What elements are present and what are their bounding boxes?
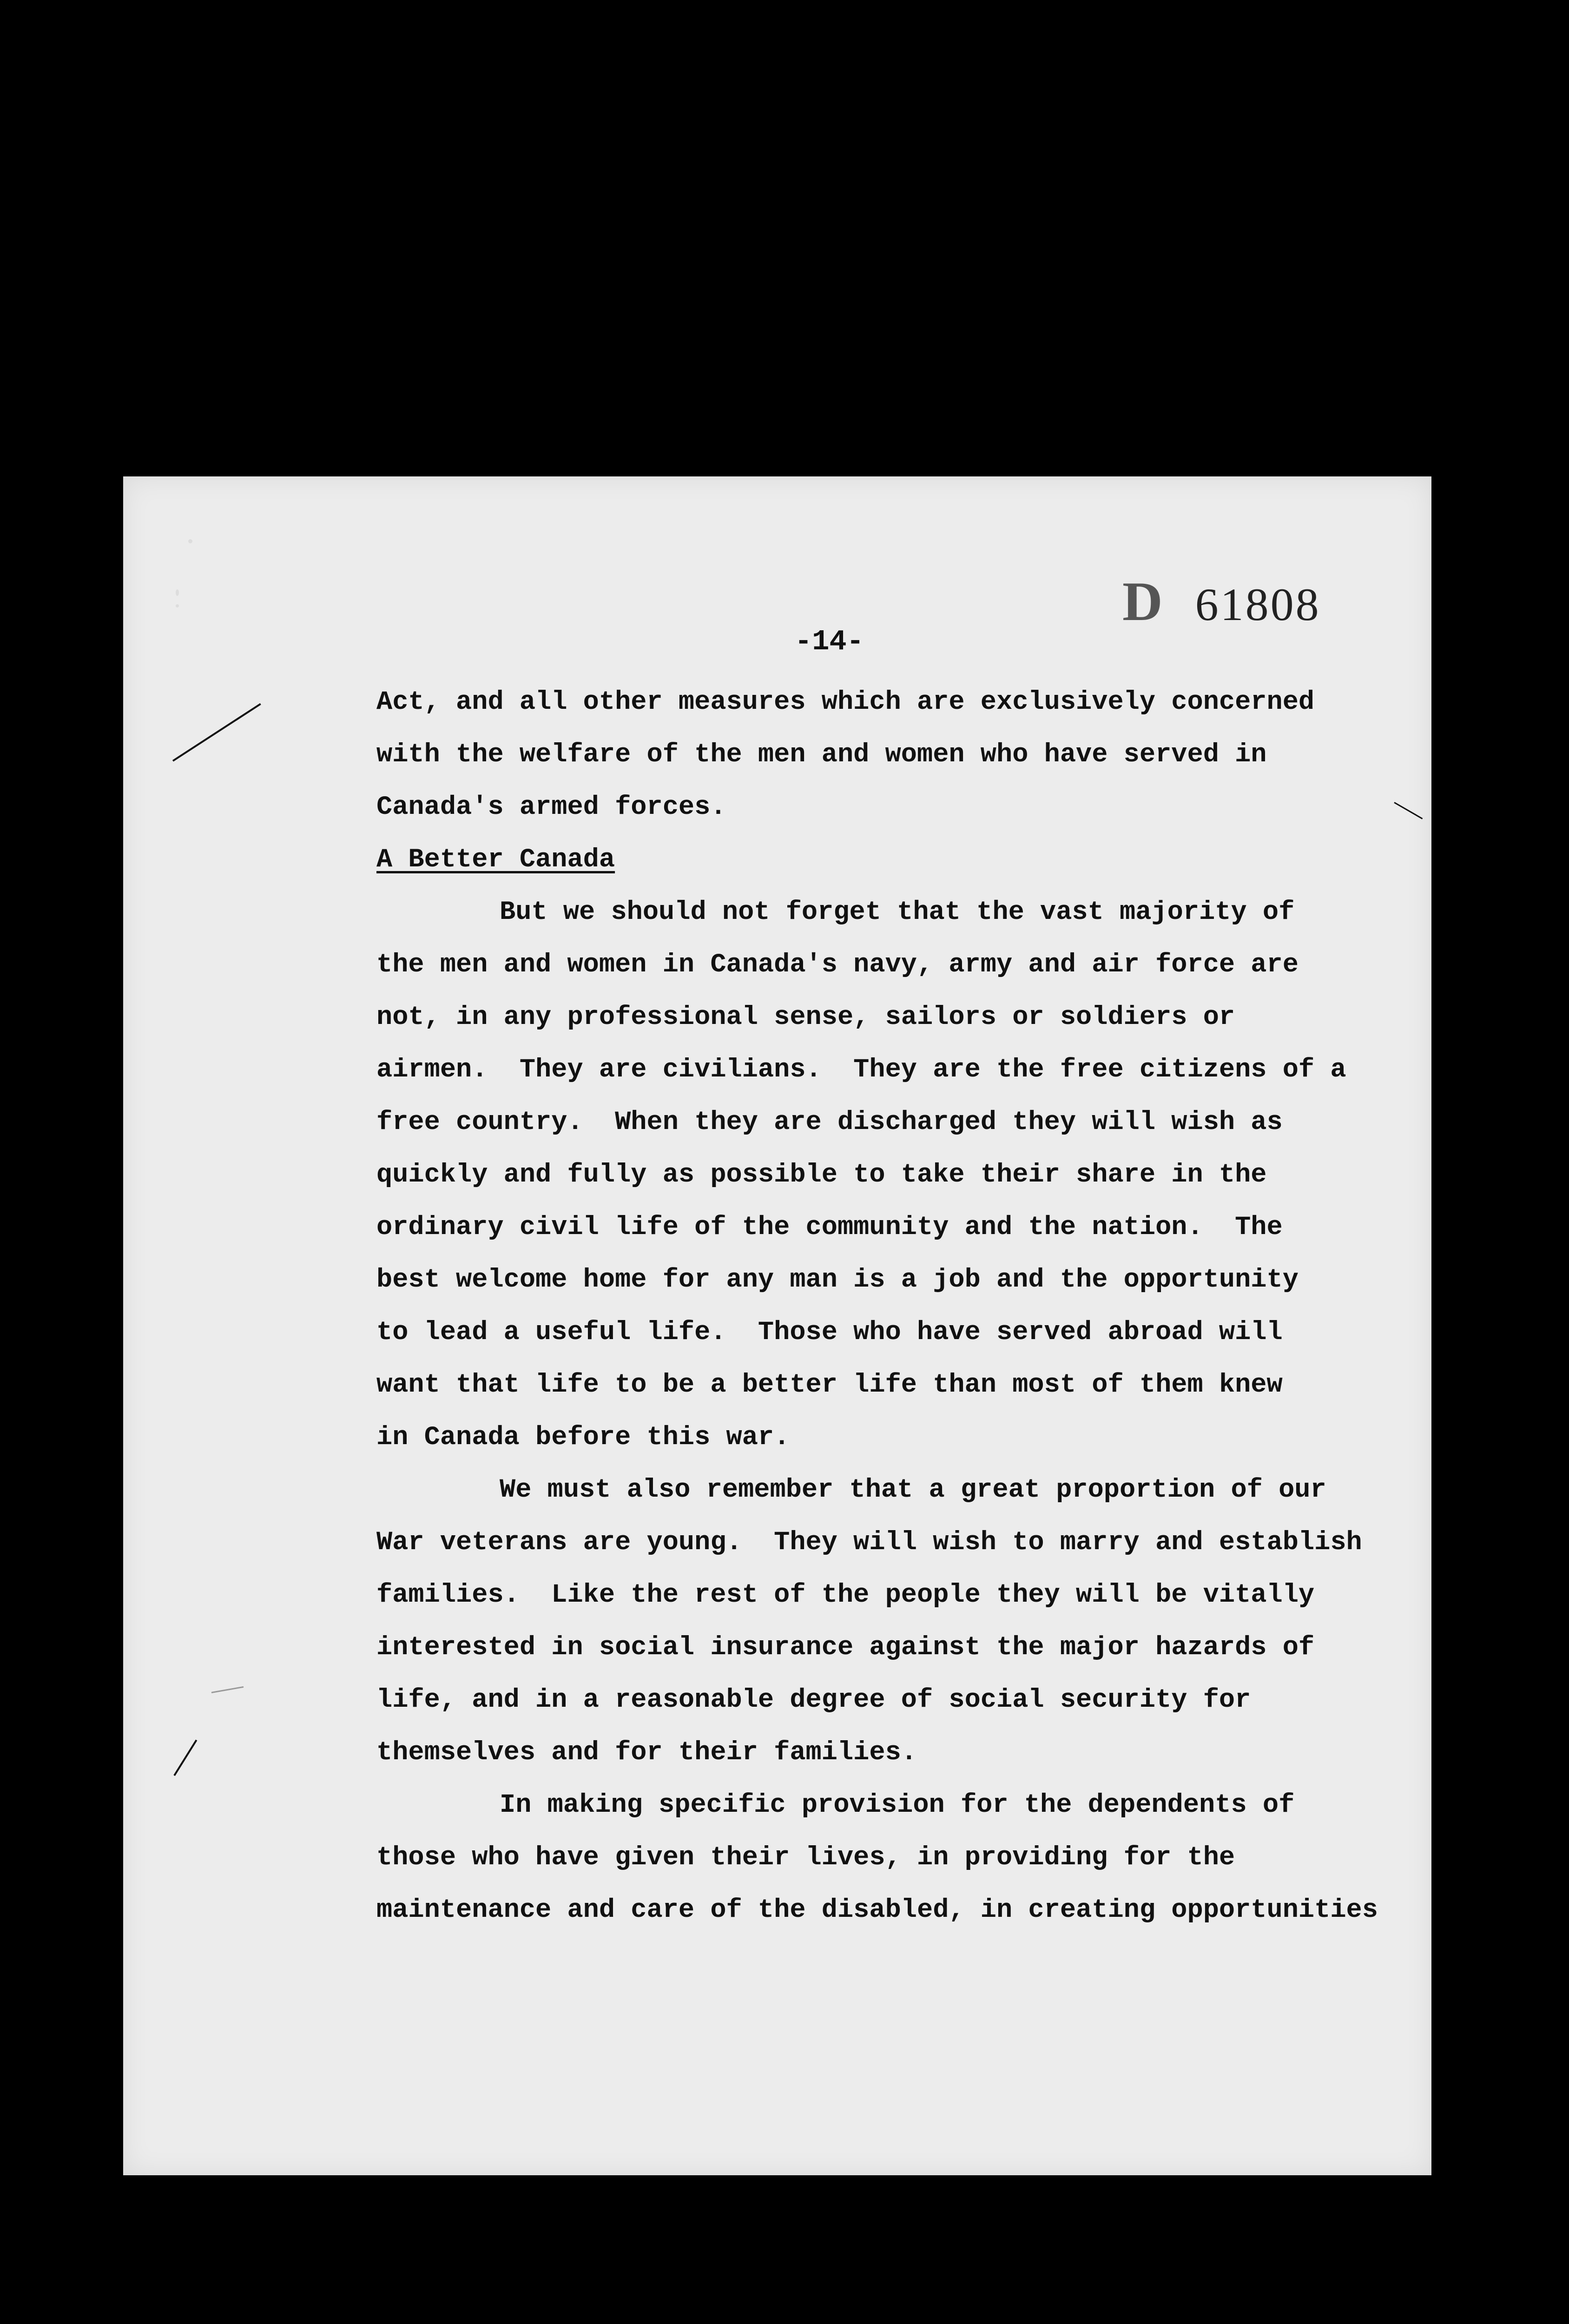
text-line: airmen. They are civilians. They are the free citizens of a <box>376 1055 1346 1085</box>
text-line: best welcome home for any man is a job and the opportunity <box>376 1265 1299 1295</box>
text-line: In making specific provision for the dependents of <box>500 1790 1295 1820</box>
text-line: quickly and fully as possible to take their share in the <box>376 1160 1267 1190</box>
text-line: We must also remember that a great proportion of our <box>500 1475 1326 1505</box>
document-stamp <box>1122 569 1321 634</box>
text-line: not, in any professional sense, sailors or soldiers or <box>376 1003 1235 1032</box>
text-line: those who have given their lives, in providing for the <box>376 1843 1235 1873</box>
text-line: life, and in a reasonable degree of social security for <box>376 1685 1251 1715</box>
specks <box>176 604 179 607</box>
stamp-letter: D <box>1122 570 1163 632</box>
stamp-number: 61808 <box>1195 579 1321 630</box>
text-line: want that life to be a better life than most of them knew <box>376 1370 1283 1400</box>
text-line: interested in social insurance against the major hazards of <box>376 1633 1315 1663</box>
text-line: in Canada before this war. <box>376 1423 790 1452</box>
text-line: War veterans are young. They will wish to marry and establish <box>376 1528 1362 1558</box>
text-line: themselves and for their families. <box>376 1738 917 1768</box>
text-line: with the welfare of the men and women who have served in <box>376 740 1267 770</box>
text-line: free country. When they are discharged they will wish as <box>376 1108 1283 1137</box>
text-line: But we should not forget that the vast majority of <box>500 898 1295 927</box>
text-line: Act, and all other measures which are exclusively concerned <box>376 687 1315 717</box>
text-line: maintenance and care of the disabled, in creating opportunities <box>376 1895 1378 1925</box>
section-heading: A Better Canada <box>376 845 615 875</box>
specks <box>188 539 192 543</box>
text-line: to lead a useful life. Those who have served abroad will <box>376 1318 1283 1347</box>
text-line: Canada's armed forces. <box>376 792 726 822</box>
text-line: the men and women in Canada's navy, army and air force are <box>376 950 1299 980</box>
specks <box>176 589 179 596</box>
text-line: families. Like the rest of the people they will be vitally <box>376 1580 1315 1610</box>
page-number: -14- <box>795 625 864 658</box>
document-body <box>376 676 1378 1937</box>
text-line: ordinary civil life of the community and the nation. The <box>376 1213 1283 1242</box>
